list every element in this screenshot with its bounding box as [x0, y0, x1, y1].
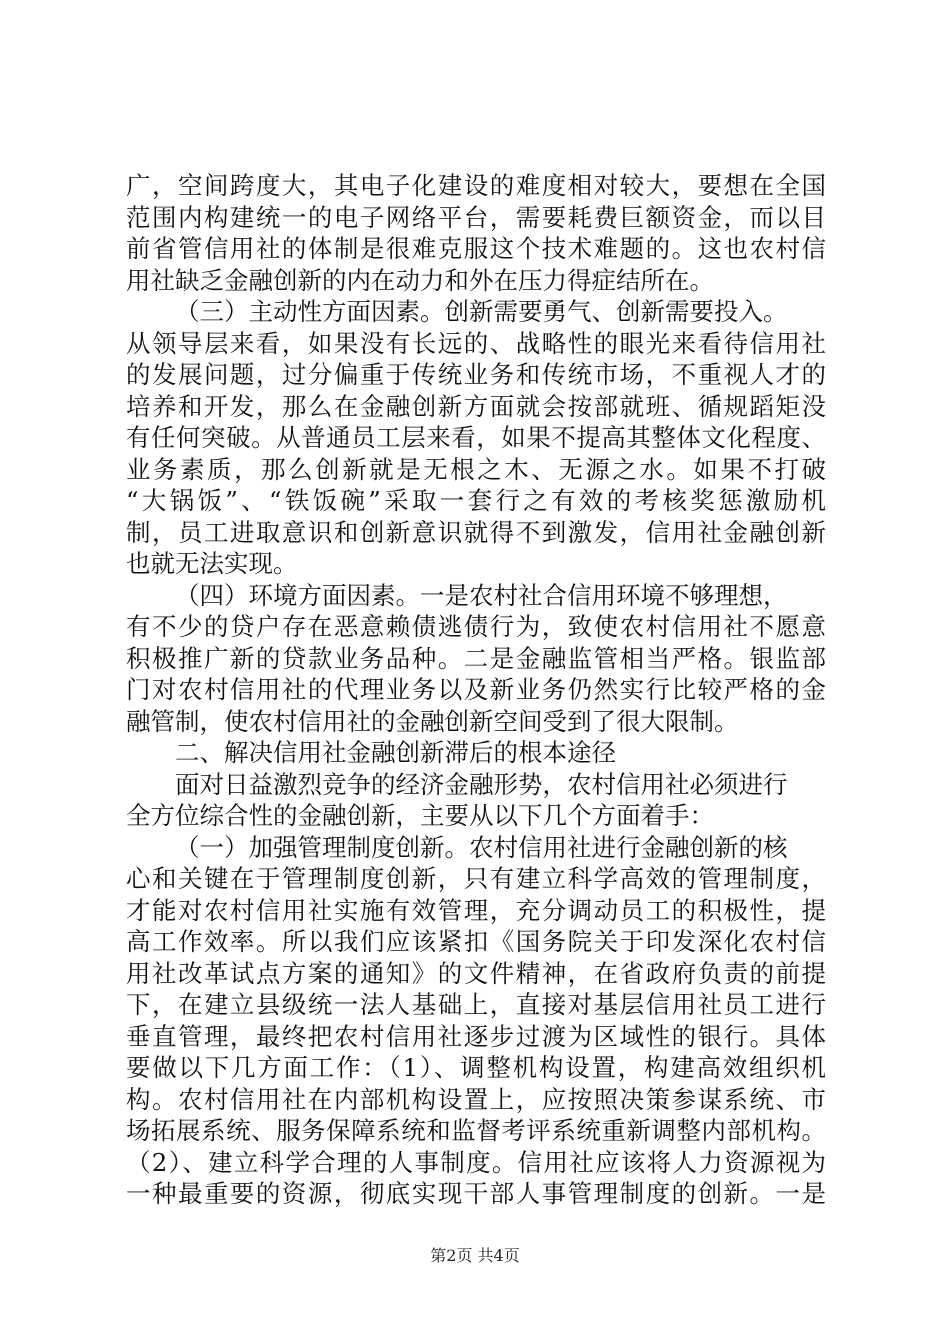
text-line: 面对日益激烈竞争的经济金融形势，农村信用社必须进行 — [175, 769, 788, 799]
text-line: 有任何突破。从普通员工层来看，如果不提高其整体文化程度、 — [126, 423, 826, 452]
text-line: 有不少的贷户存在恶意赖债逃债行为，致使农村信用社不愿意 — [126, 612, 826, 641]
text-line: 从领导层来看，如果没有长远的、战略性的眼光来看待信用社 — [126, 328, 826, 358]
text-line: 融管制，使农村信用社的金融创新空间受到了很大限制。 — [126, 706, 739, 736]
text-line: “大锅饭”、“铁饭碗”采取一套行之有效的考核奖惩激励机 — [126, 486, 826, 515]
page-footer: 第2页 共4页 — [430, 1246, 520, 1265]
text-line: 用社改革试点方案的通知》的文件精神，在省政府负责的前提 — [126, 958, 826, 988]
text-line: （四）环境方面因素。一是农村社合信用环境不够理想， — [175, 580, 788, 610]
text-line: （一）加强管理制度创新。农村信用社进行金融创新的核 — [175, 832, 788, 862]
text-line: 要做以下几方面工作：（1）、调整机构设置，构建高效组织机 — [126, 1053, 826, 1082]
text-line: 用社缺乏金融创新的内在动力和外在压力得症结所在。 — [126, 265, 714, 295]
text-line: 才能对农村信用社实施有效管理，充分调动员工的积极性，提 — [126, 895, 826, 925]
text-line: 高工作效率。所以我们应该紧扣《国务院关于印发深化农村信 — [126, 927, 826, 956]
text-line: 也就无法实现。 — [126, 549, 298, 578]
text-line: 全方位综合性的金融创新，主要从以下几个方面着手： — [126, 801, 714, 830]
text-line: 范围内构建统一的电子网络平台，需要耗费巨额资金，而以目 — [126, 202, 826, 232]
text-line: 场拓展系统、服务保障系统和监督考评系统重新调整内部机构。 — [126, 1116, 826, 1145]
text-line: 门对农村信用社的代理业务以及新业务仍然实行比较严格的金 — [126, 675, 826, 704]
text-line: （2）、建立科学合理的人事制度。信用社应该将人力资源视为 — [126, 1147, 826, 1177]
text-line: 积极推广新的贷款业务品种。二是金融监管相当严格。银监部 — [126, 643, 826, 673]
text-line: 培养和开发，那么在金融创新方面就会按部就班、循规蹈矩没 — [126, 391, 826, 421]
text-line: 二、解决信用社金融创新滞后的根本途径 — [175, 738, 616, 767]
text-line: 心和关键在于管理制度创新，只有建立科学高效的管理制度， — [126, 864, 826, 893]
text-line: （三）主动性方面因素。创新需要勇气、创新需要投入。 — [175, 297, 788, 326]
document-body — [126, 170, 826, 1210]
text-line: 业务素质，那么创新就是无根之木、无源之水。如果不打破 — [126, 454, 826, 484]
text-line: 广，空间跨度大，其电子化建设的难度相对较大，要想在全国 — [126, 171, 826, 200]
text-line: 的发展问题，过分偏重于传统业务和传统市场，不重视人才的 — [126, 360, 826, 389]
text-line: 一种最重要的资源，彻底实现干部人事管理制度的创新。一是 — [126, 1179, 826, 1208]
text-line: 前省管信用社的体制是很难克服这个技术难题的。这也农村信 — [126, 234, 826, 263]
text-line: 垂直管理，最终把农村信用社逐步过渡为区域性的银行。具体 — [126, 1021, 826, 1051]
text-line: 制，员工进取意识和创新意识就得不到激发，信用社金融创新 — [126, 517, 826, 547]
text-line: 构。农村信用社在内部机构设置上，应按照决策参谋系统、市 — [126, 1084, 826, 1114]
text-line: 下，在建立县级统一法人基础上，直接对基层信用社员工进行 — [126, 990, 826, 1019]
